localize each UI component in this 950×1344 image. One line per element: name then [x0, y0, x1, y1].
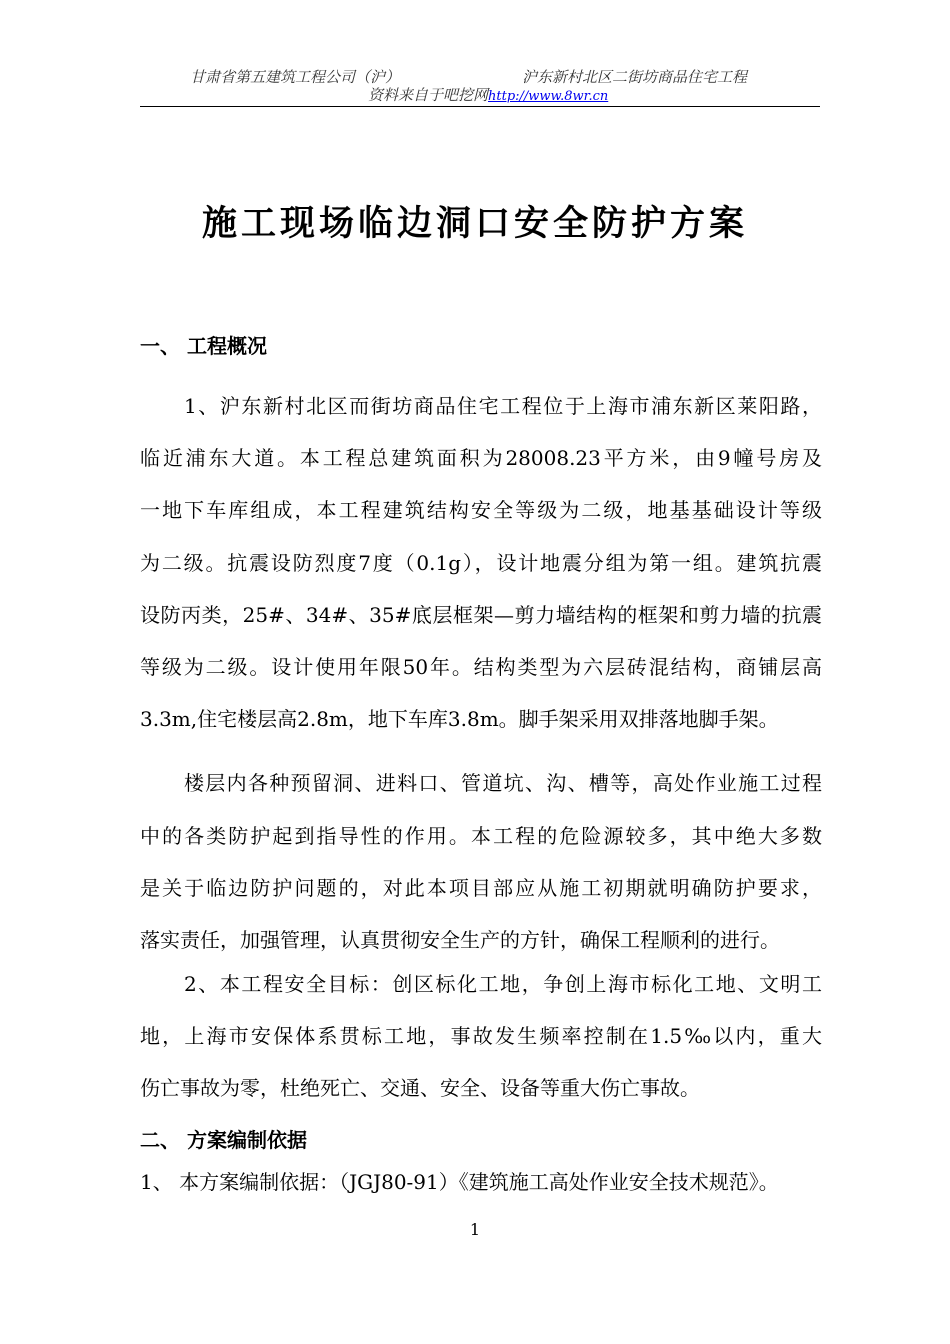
- header-source: [368, 84, 608, 105]
- page-header: [140, 62, 820, 107]
- paragraph-line: 地，上海市安保体系贯标工地，事故发生频率控制在1.5‰以内，重大: [140, 1024, 822, 1048]
- paragraph-line: 中的各类防护起到指导性的作用。本工程的危险源较多，其中绝大多数: [140, 824, 822, 848]
- paragraph-line: 为二级。抗震设防烈度7度（0.1g），设计地震分组为第一组。建筑抗震: [140, 551, 822, 575]
- document-title: 施工现场临边洞口安全防护方案: [201, 204, 748, 244]
- paragraph-line: 等级为二级。设计使用年限50年。结构类型为六层砖混结构，商铺层高: [140, 655, 822, 679]
- paragraph-line: 落实责任，加强管理，认真贯彻安全生产的方针，确保工程顺利的进行。: [140, 928, 780, 952]
- header-source-prefix: 资料来自于吧挖网: [368, 86, 489, 104]
- paragraph-line: 一地下车库组成，本工程建筑结构安全等级为二级，地基基础设计等级: [140, 498, 822, 522]
- header-source-link[interactable]: http://www.8wr.cn: [488, 89, 609, 104]
- paragraph-line: 是关于临边防护问题的，对此本项目部应从施工初期就明确防护要求，: [140, 876, 822, 900]
- paragraph-line: 临近浦东大道。本工程总建筑面积为28008.23平方米，由9幢号房及: [140, 446, 822, 470]
- paragraph-line: 1、沪东新村北区而街坊商品住宅工程位于上海市浦东新区莱阳路，: [184, 394, 822, 418]
- header-project: 沪东新村北区二街坊商品住宅工程: [522, 68, 748, 86]
- paragraph-line: 1、 本方案编制依据：（JGJ80-91）《建筑施工高处作业安全技术规范》。: [140, 1170, 779, 1194]
- paragraph-line: 伤亡事故为零，杜绝死亡、交通、安全、设备等重大伤亡事故。: [140, 1076, 700, 1100]
- paragraph-line: 2、本工程安全目标：创区标化工地，争创上海市标化工地、文明工: [184, 972, 822, 996]
- section-heading-overview: 一、 工程概况: [140, 334, 267, 358]
- paragraph-line: 楼层内各种预留洞、进料口、管道坑、沟、槽等，高处作业施工过程: [184, 771, 822, 795]
- paragraph-line: 设防丙类，25#、34#、35#底层框架—剪力墙结构的框架和剪力墙的抗震: [140, 603, 822, 627]
- header-company: 甘肃省第五建筑工程公司（沪）: [190, 68, 401, 86]
- paragraph-line: 3.3m,住宅楼层高2.8m，地下车库3.8m。脚手架采用双排落地脚手架。: [140, 707, 779, 731]
- section-heading-basis: 二、 方案编制依据: [140, 1128, 307, 1152]
- page-number: 1: [469, 1220, 481, 1239]
